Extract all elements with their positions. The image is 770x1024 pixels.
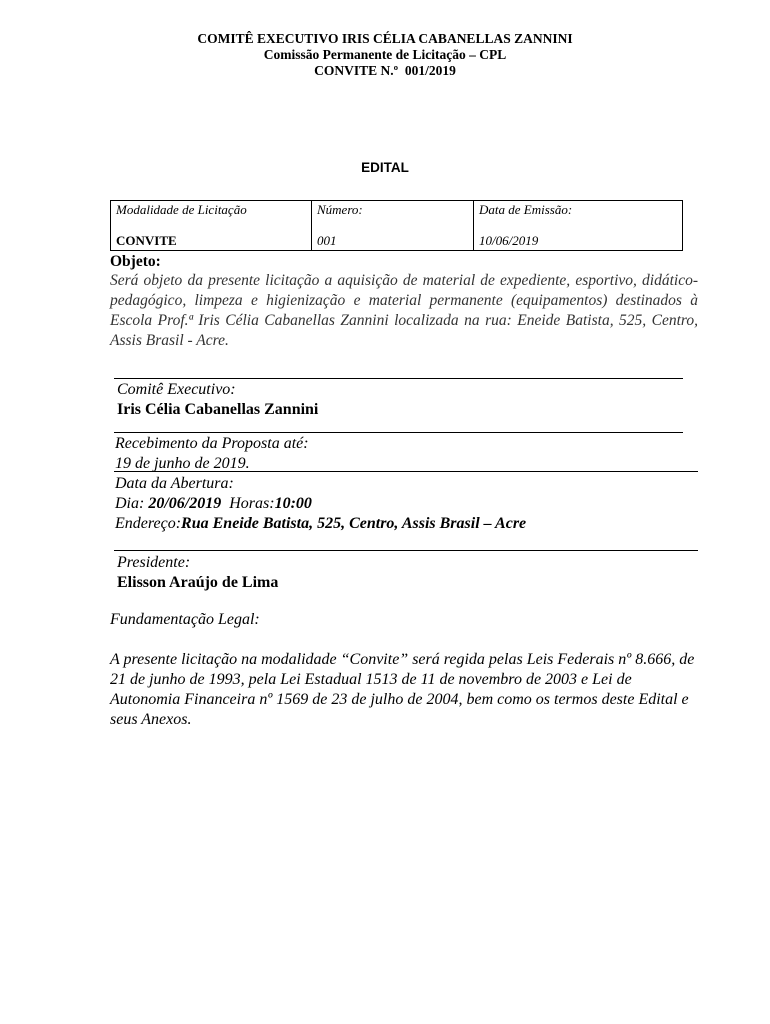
abertura-label: Data da Abertura: [115,475,234,492]
presidente-block [117,553,278,593]
modalidade-value: CONVITE [116,233,177,248]
divider [114,432,683,433]
objeto-text: Será objeto da presente licitação a aquisição de material de expediente, esportivo, didático-pedagógico, limpeza e higienização e material permanente (equipamentos) destinados à Escola Prof.ª Iris Célia Cabanellas Zannini localizada na rua: Eneide Batista, 525, Centro, Assis Brasil - Acre. [110,272,698,349]
data-emissao-value: 10/06/2019 [479,233,539,248]
dia-label: Dia: [115,495,149,512]
recebimento-date: 19 de junho de 2019. [115,455,250,472]
modalidade-cell [111,201,312,251]
endereco-value: Rua Eneide Batista, 525, Centro, Assis Brasil – Acre [181,515,527,532]
horas-value: 10:00 [274,495,312,512]
header-commission: Comissão Permanente de Licitação – CPL [263,47,507,62]
fundamentacao-text: A presente licitação na modalidade “Convite” será regida pelas Leis Federais nº 8.666, de 21 de junho de 1993, pela Lei Estadual 1513 de 11 de novembro de 2003 e Lei de Autonomia Financeira nº 1569 de 23 de julho de 2004, bem como os termos deste Edital e seus Anexos. [110,651,695,728]
header-convite-number: CONVITE N.º 001/2019 [314,63,456,78]
numero-value: 001 [317,233,337,248]
horas-label: Horas: [221,495,275,512]
abertura-dia-line [115,494,526,514]
presidente-name: Elisson Araújo de Lima [117,574,279,591]
recebimento-block [115,434,309,474]
presidente-label: Presidente: [117,554,191,571]
abertura-block [115,474,526,534]
fundamentacao-label: Fundamentação Legal: [110,611,260,628]
objeto-heading: Objeto: [110,253,161,270]
data-emissao-cell [474,201,683,251]
modalidade-label: Modalidade de Licitação [116,202,247,217]
info-table [110,200,683,251]
abertura-endereco-line [115,514,526,534]
recebimento-label: Recebimento da Proposta até: [115,435,309,452]
header-committee: COMITÊ EXECUTIVO IRIS CÉLIA CABANELLAS ZANNINI [197,31,573,46]
data-emissao-label: Data de Emissão: [479,202,573,217]
page-title: EDITAL [361,160,409,175]
numero-label: Número: [317,202,363,217]
divider [114,378,683,379]
document-header [0,31,770,79]
endereco-label: Endereço: [115,515,182,532]
divider [114,550,698,551]
comite-block [117,380,318,420]
dia-value: 20/06/2019 [148,495,222,512]
comite-label: Comitê Executivo: [117,381,236,398]
comite-name: Iris Célia Cabanellas Zannini [117,401,319,418]
numero-cell [312,201,474,251]
divider [114,471,698,472]
